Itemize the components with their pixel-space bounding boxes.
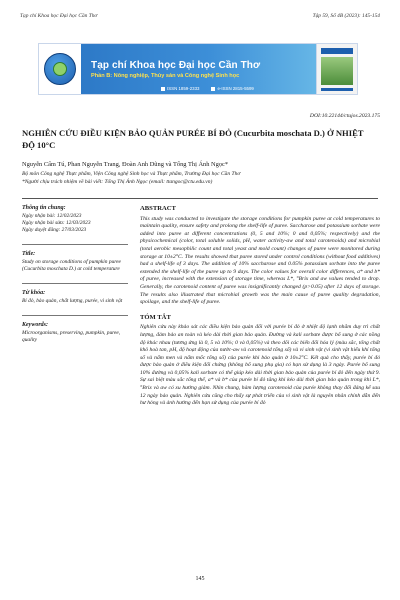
cover-image [321,57,353,85]
abstract-text: This study was conducted to investigate the storage conditions for pumpkin puree at cold temperatures to maintain quality, ensure safety and prolong the shelf-life of puree. Saccharose and potassium sorbate were added into puree at different concentrations (0, 5 and 10%; 0 and 0,05%; respectively) and the physicochemical (color, total soluble solids, pH, water activity-aw and total carotenoids) and microbial (total aerobic mesophilic count and total yeast and mold count) changes of puree were monitored during storage at 10±2°C. The results showed that puree stored under control conditions (without food additives) had a shelf-life of 3 days. The addition of 10% saccharose and 0.05% potassium sorbate into the puree extended the shelf-life of the puree up to 9 days. The color values for overall color differences, a* and b* of puree, increased with the extension of storage time, whereas L*, °Brix and aw values tended to drop. Generally, the carotenoid content of puree was insignificantly changed (p>0.05) after 12 days of storage. The results also illustrated that microbial growth was the main cause of puree quality degradation, spoilage, and the shelf-life of puree. [140,215,380,306]
running-head-journal: Tạp chí Khoa học Đại học Cần Thơ [20,13,98,19]
doi-link[interactable]: DOI:10.22144/ctujos.2023.175 [309,113,380,119]
author-affiliation [22,171,378,186]
abstract-column [140,205,380,408]
english-keywords-text: Microorganisms, preserving, pumpkin, puree, quality [22,330,121,343]
sidebar-divider [22,315,128,316]
tom-tat-text: Nghiên cứu này khảo sát các điều kiện bảo quản đối với purée bí đỏ ở nhiệt độ lạnh nhằm duy trì chất lượng, đảm bảo an toàn và kéo dài thời gian bảo quản. Đường và kali sorbate được bổ sung ở các nồng độ khác nhau (tương ứng là 0, 5 và 10%; 0 và 0,05%) và theo dõi các biến đổi hóa lý (màu sắc, tổng chất khô hoà tan, pH, độ hoạt động của nước-aw và carotenoid tổng số) và vi sinh vật (vi sinh vật hiếu khí tổng số và nấm men và nấm mốc tổng số) của purée khi bảo quản ở 10±2°C. Kết quả cho thấy, purée bí đỏ được bảo quản ở điều kiện đối chứng (không bổ sung phụ gia) có hạn sử dụng là 3 ngày. Purée bổ sung 10% đường và 0,05% kali sorbate có thể giúp kéo dài thời gian bảo quản của purée bí đỏ đến ngày thứ 9. Sự sai biệt màu sắc tổng thể, a* và b* của purée bí đỏ tăng khi kéo dài thời gian bảo quản trong khi L*, °Brix và aw có xu hướng giảm. Nhìn chung, hàm lượng carotenoid của purée không thay đổi đáng kể sau 12 ngày bảo quản. Nghiên cứu cũng cho thấy sự phát triển của vi sinh vật là nguyên nhân chính dẫn đến hư hỏng và ảnh hưởng đến hạn sử dụng của purée bí đỏ [140,324,380,407]
running-head-volume: Tập 59, Số 4B (2023): 145-154 [312,13,380,19]
article-info-heading: Thông tin chung: [22,205,66,211]
banner-title: Tạp chí Khoa học Đại học Cần Thơ [91,59,261,71]
university-logo [39,44,81,94]
corresponding-author: *Người chịu trách nhiệm về bài viết: Tống Thị Ánh Ngọc (email: ttangoc@ctu.edu.vn) [22,178,213,185]
article-info [22,205,128,234]
article-info-sidebar [22,205,128,354]
running-head [20,13,380,19]
page-number: 145 [195,576,205,582]
revised-date: Ngày nhận bài sửa: 12/03/2023 [22,220,91,226]
issn-online: e-ISSN 2815-5599 [211,86,253,91]
english-title-text: Study on storage conditions of pumpkin puree (Cucurbita moschata D.) at cold temperature [22,259,121,272]
english-title-heading: Title: [22,251,36,257]
article-authors: Nguyễn Cẩm Tú, Phan Nguyễn Trang, Đoàn Anh Dũng và Tống Thị Ánh Ngọc* [22,161,229,168]
received-date: Ngày nhận bài: 12/02/2023 [22,213,82,219]
english-keywords-heading: Keywords: [22,322,48,328]
tom-tat-heading: TÓM TẮT [140,313,171,321]
banner-issn [161,86,254,91]
abstract-heading: ABSTRACT [140,205,176,212]
english-keywords-block [22,322,128,344]
sidebar-divider [22,244,128,245]
vietnamese-keywords-heading: Từ khóa: [22,290,46,296]
journal-banner [38,43,358,95]
article-title: NGHIÊN CỨU ĐIỀU KIỆN BẢO QUẢN PURÉE BÍ ĐỎ (Cucurbita moschata D.) Ở NHIỆT ĐỘ 10°C [22,128,364,150]
banner-text-area [81,44,316,94]
issn-print: ISSN 1859-2333 [161,86,199,91]
header-divider [22,198,378,199]
sidebar-divider [22,283,128,284]
cover-footer-bar [321,88,353,91]
affiliation-text: Bộ môn Công nghệ Thực phẩm, Viện Công nghệ Sinh học và Thực phẩm, Trường Đại học Cần Thơ [22,171,241,177]
cover-header-bar [321,48,353,54]
banner-subtitle: Phần B: Nông nghiệp, Thủy sản và Công nghệ Sinh học [91,72,240,79]
journal-cover-thumbnail [316,44,357,94]
logo-emblem-icon [44,53,76,85]
vietnamese-keywords-text: Bí đỏ, bảo quản, chất lượng, purée, vi sinh vật [22,298,123,304]
accepted-date: Ngày duyệt đăng: 27/03/2023 [22,227,87,233]
vietnamese-keywords-block [22,290,128,305]
english-title-block [22,251,128,273]
